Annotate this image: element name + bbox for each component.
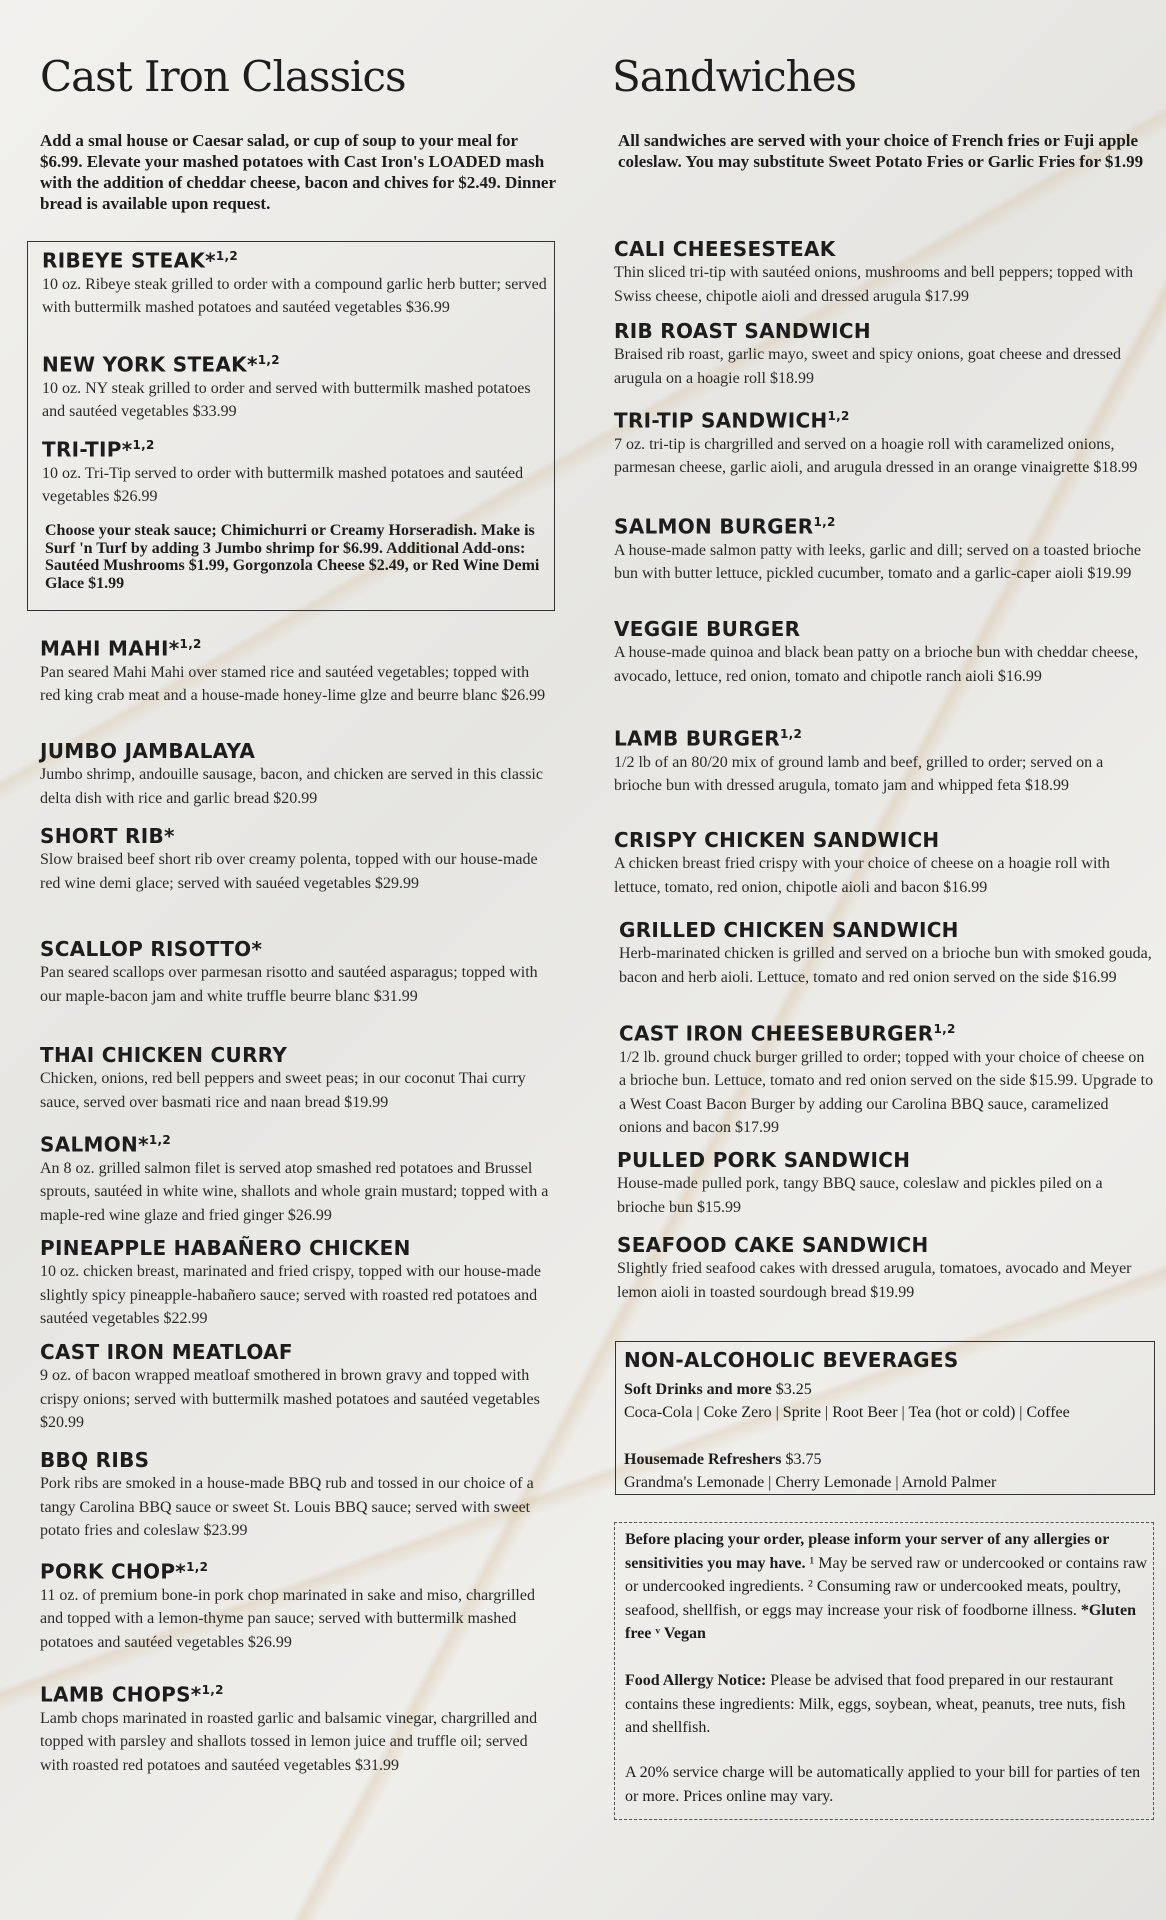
item-title: RIB ROAST SANDWICH xyxy=(614,319,871,343)
steak-note: Choose your steak sauce; Chimichurri or Creamy Horseradish. Make is Surf 'n Turf by adding 3 Jumbo shrimp for $6.99. Additional Add-ons: Sautéed Mushrooms $1.99, Gorgonzola Cheese $2.49, or Red Wine Demi Glace $1.99 xyxy=(45,522,540,592)
menu-item-scallop-risotto xyxy=(40,937,550,1008)
item-description: 1/2 lb. ground chuck burger grilled to order; topped with your choice of cheese on a brioche bun. Lettuce, tomato and red onion served on the side $15.99. Upgrade to a West Coast Bacon Burger by adding our Carolina BBQ sauce, caramelized onions and bacon $17.99 xyxy=(619,1048,1154,1137)
food-allergy-text: Please be advised that food prepared in our restaurant contains these ingredients: Milk, eggs, soybean, wheat, peanuts, tree nuts, fish and shellfish. xyxy=(625,1672,1126,1736)
menu-item-pulled-pork-sandwich xyxy=(617,1148,1152,1219)
item-description: 11 oz. of premium bone-in pork chop marinated in sake and miso, chargrilled and topped with a lemon-thyme pan sauce; served with buttermilk mashed potatoes and sautéed vegetables $26.99 xyxy=(40,1586,535,1651)
menu-item-rib-roast-sandwich xyxy=(614,319,1149,390)
item-name xyxy=(42,348,547,377)
item-description: An 8 oz. grilled salmon filet is served atop smashed red potatoes and Brussel sprouts, sautéed in white wine, shallots and whole grain mustard; topped with a maple-red wine glaze and fried ginger $26.99 xyxy=(40,1159,549,1224)
item-title: SEAFOOD CAKE SANDWICH xyxy=(617,1233,929,1257)
item-description: 10 oz. chicken breast, marinated and fried crispy, topped with our house-made slightly spicy pineapple-habañero sauce; served with roasted red potatoes and sautéed vegetables $22.99 xyxy=(40,1263,542,1327)
menu-item-veggie-burger xyxy=(614,617,1149,688)
item-title: SALMON* xyxy=(40,1132,149,1157)
menu-item-new-york-steak xyxy=(42,348,547,424)
menu-item-pork-chop xyxy=(40,1555,550,1654)
item-title: CAST IRON MEATLOAF xyxy=(40,1340,293,1364)
item-description: 10 oz. Tri-Tip served to order with buttermilk mashed potatoes and sautéed vegetables $26.99 xyxy=(42,464,524,506)
menu-item-lamb-burger xyxy=(614,722,1149,798)
menu-item-tri-tip xyxy=(42,433,547,509)
item-name xyxy=(40,739,550,763)
item-footnote-marker: 1,2 xyxy=(148,1133,172,1147)
item-name xyxy=(614,510,1149,539)
item-description: Jumbo shrimp, andouille sausage, bacon, and chicken are served in this classic delta dish with rice and garlic bread $20.99 xyxy=(40,766,543,807)
section-title-classics: Cast Iron Classics xyxy=(40,52,406,101)
allergy-notice-box xyxy=(614,1522,1154,1820)
item-description: Braised rib roast, garlic mayo, sweet and spicy onions, goat cheese and dressed arugula on a hoagie roll $18.99 xyxy=(614,346,1121,387)
item-title: TRI-TIP* xyxy=(42,437,133,462)
item-footnote-marker: 1,2 xyxy=(201,1683,224,1697)
item-footnote-marker: 1,2 xyxy=(179,637,202,651)
allergy-statement xyxy=(625,1528,1147,1646)
menu-item-salmon xyxy=(40,1128,550,1227)
item-name xyxy=(40,1448,550,1472)
item-footnote-marker: 1,2 xyxy=(827,409,850,423)
soft-drinks-block xyxy=(624,1378,1149,1424)
item-footnote-marker: 1,2 xyxy=(813,515,836,529)
item-footnote-marker: 1,2 xyxy=(933,1022,956,1036)
menu-item-cast-iron-cheeseburger xyxy=(619,1017,1154,1140)
menu-item-mahi-mahi xyxy=(40,632,550,708)
item-title: RIBEYE STEAK* xyxy=(42,248,216,273)
item-title: PINEAPPLE HABAÑERO CHICKEN xyxy=(40,1236,411,1260)
item-name xyxy=(614,722,1149,751)
item-name xyxy=(614,319,1149,343)
item-footnote-marker: 1,2 xyxy=(215,249,239,263)
menu-item-crispy-chicken-sandwich xyxy=(614,828,1149,899)
item-name xyxy=(40,937,550,961)
diet-legend: *Gluten free ᵛ Vegan xyxy=(625,1601,1137,1642)
item-title: CALI CHEESESTEAK xyxy=(614,237,836,261)
item-title: PORK CHOP* xyxy=(40,1559,187,1584)
item-title: THAI CHICKEN CURRY xyxy=(40,1043,288,1067)
item-name xyxy=(40,1128,550,1157)
section-title-sandwiches: Sandwiches xyxy=(612,52,857,101)
item-description: 10 oz. Ribeye steak grilled to order with a compound garlic herb butter; served with buttermilk mashed potatoes and sautéed vegetables $36.99 xyxy=(42,275,547,317)
food-allergy-notice xyxy=(625,1669,1147,1740)
item-title: JUMBO JAMBALAYA xyxy=(40,739,256,763)
item-title: PULLED PORK SANDWICH xyxy=(617,1148,911,1172)
item-name xyxy=(40,1236,550,1260)
item-title: CAST IRON CHEESEBURGER xyxy=(619,1021,934,1046)
item-description: Pan seared Mahi Mahi over stamed rice and sautéed vegetables; topped with red king crab meat and a house-made honey-lime glze and beurre blanc $26.99 xyxy=(40,663,546,705)
soft-drinks-price: $3.25 xyxy=(775,1381,812,1398)
item-name xyxy=(614,617,1149,641)
item-description: Slow braised beef short rib over creamy polenta, topped with our house-made red wine demi glace; served with sauéed vegetables $29.99 xyxy=(40,851,538,892)
item-description: Lamb chops marinated in roasted garlic and balsamic vinegar, chargrilled and topped with parsley and shallots tossed in lemon juice and truffle oil; served with roasted red potatoes and sautéed vegetables $31.99 xyxy=(40,1709,538,1774)
item-footnote-marker: 1,2 xyxy=(186,1560,209,1574)
item-description: 1/2 lb of an 80/20 mix of ground lamb and beef, grilled to order; served on a brioche bun with dressed arugula, tomato jam and whipped feta $18.99 xyxy=(614,753,1104,795)
item-description: Pan seared scallops over parmesan risotto and sautéed asparagus; topped with our maple-bacon jam and white truffle beurre blanc $31.99 xyxy=(40,964,538,1005)
allergy-rest: ¹ May be served raw or undercooked or contains raw or undercooked ingredients. ² Consuming raw or undercooked meats, poultry, seafood, shellfish, or eggs may increase your risk of foodborne illness. xyxy=(625,1554,1148,1619)
item-description: A chicken breast fried crispy with your choice of cheese on a hoagie roll with lettuce, tomato, red onion, chipotle aioli and bacon $16.99 xyxy=(614,855,1110,896)
item-description: House-made pulled pork, tangy BBQ sauce, coleslaw and pickles piled on a brioche bun $15.99 xyxy=(617,1175,1103,1216)
soft-drinks-heading: Soft Drinks and more xyxy=(624,1381,772,1398)
item-description: Herb-marinated chicken is grilled and served on a brioche bun with smoked gouda, bacon and herb aioli. Lettuce, tomato and red onion served on the side $16.99 xyxy=(619,945,1152,986)
menu-item-salmon-burger xyxy=(614,510,1149,586)
allergy-bold: Before placing your order, please inform your server of any allergies or sensitivities you may have. xyxy=(625,1531,1110,1572)
item-name xyxy=(40,1678,550,1707)
item-title: VEGGIE BURGER xyxy=(614,617,801,641)
sandwiches-intro: All sandwiches are served with your choice of French fries or Fuji apple coleslaw. You may substitute Sweet Potato Fries or Garlic Fries for $1.99 xyxy=(618,131,1144,171)
beverages-title: NON-ALCOHOLIC BEVERAGES xyxy=(624,1348,959,1372)
menu-item-grilled-chicken-sandwich xyxy=(619,918,1154,989)
item-footnote-marker: 1,2 xyxy=(132,438,155,452)
item-title: TRI-TIP SANDWICH xyxy=(614,408,828,433)
item-name xyxy=(40,1043,550,1067)
menu-item-thai-chicken-curry xyxy=(40,1043,550,1114)
item-name xyxy=(617,1148,1152,1172)
item-description: Chicken, onions, red bell peppers and sweet peas; in our coconut Thai curry sauce, served over basmati rice and naan bread $19.99 xyxy=(40,1070,526,1111)
classics-intro: Add a smal house or Caesar salad, or cup of soup to your meal for $6.99. Elevate your mashed potatoes with Cast Iron's LOADED mash with the addition of cheddar cheese, bacon and chives for $2.49. Dinner bread is available upon request. xyxy=(40,131,556,213)
item-name xyxy=(42,244,547,273)
refreshers-price: $3.75 xyxy=(785,1451,822,1468)
item-description: A house-made quinoa and black bean patty on a brioche bun with cheddar cheese, avocado, lettuce, red onion, tomato and chipotle ranch aioli $16.99 xyxy=(614,644,1139,685)
refreshers-block xyxy=(624,1448,1149,1494)
item-title: MAHI MAHI* xyxy=(40,636,180,661)
item-name xyxy=(42,433,547,462)
item-name xyxy=(614,828,1149,852)
menu-item-jumbo-jambalaya xyxy=(40,739,550,810)
item-name xyxy=(40,632,550,661)
menu-item-cali-cheesesteak xyxy=(614,237,1149,308)
menu-item-tri-tip-sandwich xyxy=(614,404,1149,480)
item-title: SCALLOP RISOTTO* xyxy=(40,937,263,961)
item-title: SHORT RIB* xyxy=(40,824,175,848)
item-title: BBQ RIBS xyxy=(40,1448,150,1472)
menu-item-ribeye-steak xyxy=(42,244,547,320)
menu-item-short-rib xyxy=(40,824,550,895)
item-description: Pork ribs are smoked in a house-made BBQ rub and tossed in our choice of a tangy Carolina BBQ sauce or sweet St. Louis BBQ sauce; served with sweet potato fries and coleslaw $23.99 xyxy=(40,1475,534,1539)
item-footnote-marker: 1,2 xyxy=(257,353,280,367)
item-name xyxy=(40,1340,550,1364)
item-title: LAMB BURGER xyxy=(614,726,780,751)
menu-item-pineapple-haba-ero-chicken xyxy=(40,1236,550,1331)
item-description: 9 oz. of bacon wrapped meatloaf smothered in brown gravy and topped with crispy onions; served with buttermilk mashed potatoes and sautéed vegetables $20.99 xyxy=(40,1367,540,1431)
beverages-box xyxy=(615,1341,1155,1495)
menu-item-lamb-chops xyxy=(40,1678,550,1777)
food-allergy-label: Food Allergy Notice: xyxy=(625,1672,767,1689)
item-name xyxy=(619,1017,1154,1046)
item-name xyxy=(617,1233,1152,1257)
soft-drinks-list: Coca-Cola | Coke Zero | Sprite | Root Beer | Tea (hot or cold) | Coffee xyxy=(624,1404,1070,1421)
refreshers-heading: Housemade Refreshers xyxy=(624,1451,782,1468)
menu-item-seafood-cake-sandwich xyxy=(617,1233,1152,1304)
item-title: NEW YORK STEAK* xyxy=(42,352,258,377)
item-description: Thin sliced tri-tip with sautéed onions, mushrooms and bell peppers; topped with Swiss cheese, chipotle aioli and dressed arugula $17.99 xyxy=(614,264,1134,305)
item-title: LAMB CHOPS* xyxy=(40,1682,202,1707)
item-description: 7 oz. tri-tip is chargrilled and served on a hoagie roll with caramelized onions, parmesan cheese, garlic aioli, and arugula dressed in an orange vinaigrette $18.99 xyxy=(614,435,1138,477)
service-charge-notice: A 20% service charge will be automatically applied to your bill for parties of ten or more. Prices online may vary. xyxy=(625,1764,1141,1805)
refreshers-list: Grandma's Lemonade | Cherry Lemonade | Arnold Palmer xyxy=(624,1474,997,1491)
item-title: CRISPY CHICKEN SANDWICH xyxy=(614,828,940,852)
item-name xyxy=(619,918,1154,942)
item-title: GRILLED CHICKEN SANDWICH xyxy=(619,918,959,942)
item-name xyxy=(614,404,1149,433)
item-name xyxy=(40,1555,550,1584)
item-description: A house-made salmon patty with leeks, garlic and dill; served on a toasted brioche bun with butter lettuce, pickled cucumber, tomato and a garlic-caper aioli $19.99 xyxy=(614,541,1141,583)
item-title: SALMON BURGER xyxy=(614,514,814,539)
item-description: 10 oz. NY steak grilled to order and served with buttermilk mashed potatoes and sautéed vegetables $33.99 xyxy=(42,379,531,421)
item-footnote-marker: 1,2 xyxy=(780,727,803,741)
item-name xyxy=(40,824,550,848)
item-name xyxy=(614,237,1149,261)
menu-item-bbq-ribs xyxy=(40,1448,550,1543)
item-description: Slightly fried seafood cakes with dressed arugula, tomatoes, avocado and Meyer lemon aioli in toasted sourdough bread $19.99 xyxy=(617,1260,1132,1301)
menu-item-cast-iron-meatloaf xyxy=(40,1340,550,1435)
